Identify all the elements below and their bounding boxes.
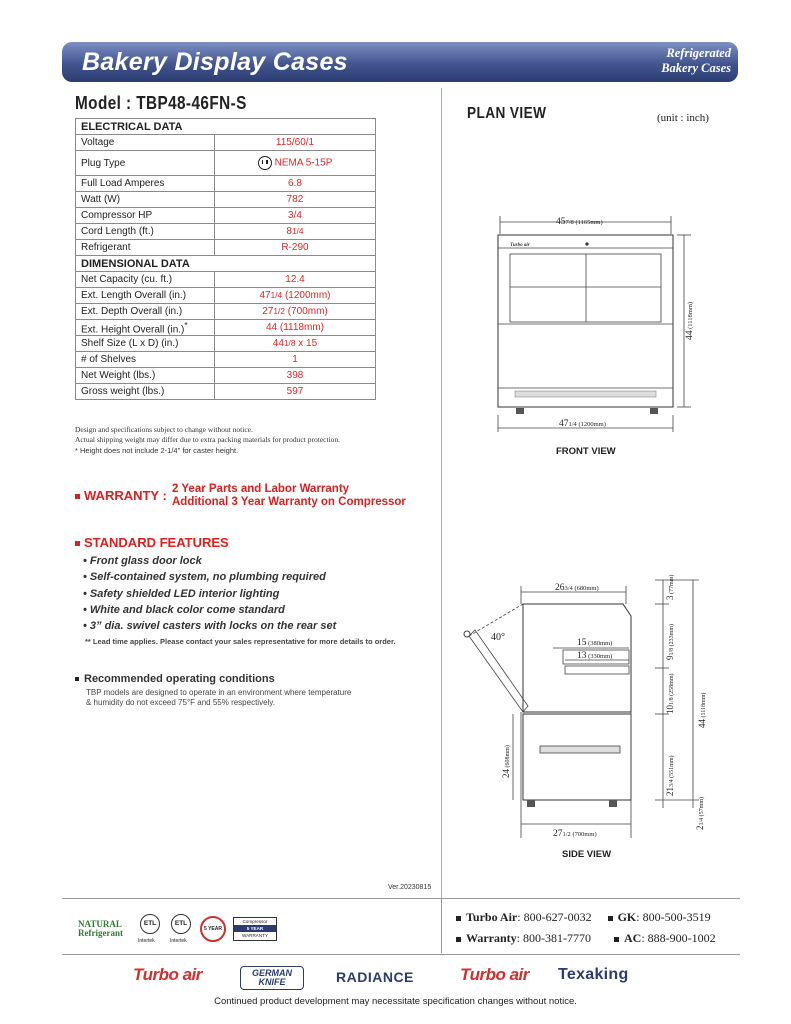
recommended-line1: TBP models are designed to operate in an environment where temperature: [86, 688, 352, 697]
side-r1-dim: 3 (77mm): [665, 574, 675, 600]
recommended-text: [86, 688, 351, 708]
list-item: • Front glass door lock: [83, 555, 202, 567]
table-row: [76, 176, 376, 192]
etl-sanitation-icon: ETL: [171, 914, 191, 934]
value-main: 44: [272, 338, 284, 350]
door-angle: 40°: [491, 632, 505, 643]
contact-phone: : 800-381-7770: [516, 931, 591, 945]
row-label: Plug Type: [76, 151, 215, 176]
natural-line2: Refrigerant: [78, 928, 123, 938]
row-label: [76, 320, 215, 336]
plan-view-title: PLAN VIEW: [467, 105, 547, 122]
intertek-label: Intertek: [170, 938, 187, 944]
table-row: [76, 240, 376, 256]
row-value: 1: [215, 352, 376, 368]
badge-line3: WARRANTY: [241, 933, 269, 938]
shelf-light: [565, 666, 629, 674]
recommended-line2: & humidity do not exceed 75°F and 55% respectively.: [86, 698, 275, 707]
row-value: R-290: [215, 240, 376, 256]
recommended-heading: [75, 673, 275, 685]
radiance-logo: RADIANCE: [336, 969, 414, 985]
row-value: 115/60/1: [215, 135, 376, 151]
note-height: * Height does not include 2-1/4" for caster height.: [75, 446, 239, 455]
value-main: 27: [262, 306, 274, 317]
side-vent: [540, 746, 620, 753]
row-label: Full Load Amperes: [76, 176, 215, 192]
table-row: [76, 368, 376, 384]
side-r4-dim: 213/4 (551mm): [665, 755, 675, 796]
row-label: Ext. Length Overall (in.): [76, 288, 215, 304]
table-row: [76, 320, 376, 336]
row-label: Compressor HP: [76, 208, 215, 224]
front-bottom-dim: 471/4 (1200mm): [559, 419, 606, 429]
row-label: Net Capacity (cu. ft.): [76, 272, 215, 288]
row-value: 12.4: [215, 272, 376, 288]
row-label: Ext. Depth Overall (in.): [76, 304, 215, 320]
header-subtitle-line2: Bakery Cases: [661, 61, 731, 75]
contact-row: [456, 907, 716, 928]
footer-divider: [441, 898, 442, 953]
list-item: • White and black color come standard: [83, 603, 285, 616]
row-value: 44 (1118mm): [215, 320, 376, 336]
front-height-dim: 44 (1118mm): [685, 301, 695, 340]
row-label: Net Weight (lbs.): [76, 368, 215, 384]
badge-line1: Compressor: [242, 919, 268, 924]
note-shipping: Actual shipping weight may differ due to extra packing materials for product protection.: [75, 435, 340, 444]
warranty-heading: [75, 488, 167, 503]
value-fraction: 1/2: [273, 306, 285, 316]
bullet-square: [614, 937, 619, 942]
unit-label: (unit : inch): [657, 112, 709, 124]
version-label: Ver.20230815: [388, 884, 432, 891]
value-main: 8: [286, 226, 292, 237]
front-badge: Turbo air: [510, 243, 530, 248]
bullet-square: [456, 916, 461, 921]
contact-phone: : 800-500-3519: [636, 910, 711, 924]
recommended-title: Recommended operating conditions: [84, 673, 275, 685]
warranty-line2: Additional 3 Year Warranty on Compressor: [172, 496, 406, 508]
side-left-dim: 24 (608mm): [501, 745, 511, 778]
contact-phone: : 800-627-0032: [517, 910, 592, 924]
section-header: [76, 256, 376, 272]
list-item: • 3” dia. swivel casters with locks on the rear set: [83, 620, 337, 633]
bullet-square: [75, 541, 80, 546]
contact-name: Turbo Air: [466, 910, 518, 924]
spec-table: [75, 118, 376, 400]
side-view-drawing: [455, 568, 725, 848]
row-label: Gross weight (lbs.): [76, 384, 215, 400]
table-row: [76, 288, 376, 304]
etl-cert-icon: ETL: [140, 914, 160, 934]
year-warranty-badge: 5 YEAR: [200, 916, 226, 942]
bullet-square: [75, 677, 79, 681]
row-label: Watt (W): [76, 192, 215, 208]
row-value: 6.8: [215, 176, 376, 192]
label-text: Ext. Height Overall (in.): [81, 324, 185, 336]
side-r5-dim: 21/4 (57mm): [695, 796, 705, 830]
row-value: [215, 288, 376, 304]
page-title: Bakery Display Cases: [82, 48, 348, 76]
caster-icon: [516, 408, 524, 414]
table-row: [76, 272, 376, 288]
section-electrical: ELECTRICAL DATA: [76, 119, 376, 135]
row-value: 597: [215, 384, 376, 400]
turbo-air-logo: Turbo air: [133, 965, 202, 984]
value-fraction: 1/4: [291, 226, 304, 236]
cabinet-outline: [498, 235, 673, 407]
list-item: • Safety shielded LED interior lighting: [83, 587, 280, 600]
door-handle-icon: [464, 631, 470, 637]
bullet-square: [456, 937, 461, 942]
contact-phone: : 888-900-1002: [641, 931, 716, 945]
table-row: [76, 208, 376, 224]
features-list: [83, 553, 336, 634]
turbo-air-logo-2: Turbo air: [460, 965, 529, 984]
warranty-text: [172, 483, 406, 509]
side-inner-dim: 13 (330mm): [577, 651, 613, 661]
row-label: Shelf Size (L x D) (in.): [76, 336, 215, 352]
row-value: 398: [215, 368, 376, 384]
features-heading: [75, 535, 229, 550]
row-value: [215, 151, 376, 176]
lock-icon: [585, 242, 588, 245]
contact-row: [456, 928, 716, 949]
compressor-warranty-badge: [233, 917, 277, 941]
list-item: • Self-contained system, no plumbing required: [83, 571, 326, 584]
features-title: STANDARD FEATURES: [84, 535, 229, 550]
table-row: [76, 192, 376, 208]
row-label: Refrigerant: [76, 240, 215, 256]
side-top-dim: 263/4 (680mm): [555, 583, 599, 593]
value-fraction: 1/8: [283, 338, 296, 349]
table-row: [76, 151, 376, 176]
plug-type-value: NEMA 5-15P: [274, 157, 333, 169]
table-row: [76, 352, 376, 368]
section-header: [76, 119, 376, 135]
side-r2-dim: 91/8 (233mm): [665, 623, 675, 660]
bullet-square: [608, 916, 613, 921]
side-bottom-dim: 271/2 (700mm): [553, 829, 597, 839]
badge-line2: 5 YEAR: [234, 925, 276, 932]
front-view-caption: FRONT VIEW: [556, 446, 616, 457]
model-title: Model : TBP48-46FN-S: [75, 93, 247, 113]
natural-line1: NATURAL: [78, 919, 122, 929]
table-row: [76, 135, 376, 151]
warranty-label: WARRANTY :: [84, 488, 167, 503]
warranty-line1: 2 Year Parts and Labor Warranty: [172, 483, 350, 495]
side-view-caption: SIDE VIEW: [562, 849, 612, 860]
caster-icon: [609, 800, 617, 807]
natural-refrigerant-logo: [78, 920, 123, 938]
column-divider: [441, 88, 442, 898]
front-view-drawing: [470, 210, 730, 445]
label-asterisk: *: [184, 320, 188, 330]
value-main: 47: [259, 290, 271, 301]
bullet-square: [75, 494, 80, 499]
side-overall-dim: 44 (1118mm): [697, 692, 707, 728]
table-row: [76, 336, 376, 352]
row-value: 782: [215, 192, 376, 208]
row-value: 3/4: [215, 208, 376, 224]
plug-icon: [258, 156, 272, 170]
table-row: [76, 384, 376, 400]
table-row: [76, 224, 376, 240]
row-value: [215, 336, 376, 352]
front-top-dim: 457/8 (1165mm): [556, 217, 603, 227]
value-fraction: 1/4: [270, 290, 283, 300]
row-value: [215, 304, 376, 320]
contact-name: Warranty: [466, 931, 517, 945]
base-cabinet: [523, 714, 631, 800]
row-value: [215, 224, 376, 240]
row-label: Voltage: [76, 135, 215, 151]
intertek-label: Intertek: [138, 938, 155, 944]
lead-time-note: ** Lead time applies. Please contact your sales representative for more details to order.: [85, 637, 396, 646]
caster-icon: [650, 408, 658, 414]
row-label: Cord Length (ft.): [76, 224, 215, 240]
value-rest: (1200mm): [282, 290, 331, 301]
side-shelf-dim: 15 (380mm): [577, 638, 613, 648]
side-r3-dim: 101/8 (258mm): [665, 673, 675, 714]
glass-window: [510, 254, 661, 322]
value-rest: (700mm): [284, 306, 328, 317]
table-row: [76, 304, 376, 320]
texaking-logo: Texaking: [558, 966, 629, 983]
disclaimer-text: Continued product development may necessitate specification changes without notice.: [214, 996, 577, 1007]
german-knife-logo: GERMAN KNIFE: [240, 966, 304, 990]
header-subtitle: [661, 46, 731, 76]
caster-icon: [527, 800, 535, 807]
vent-grille: [515, 391, 656, 397]
section-dimensional: DIMENSIONAL DATA: [76, 256, 376, 272]
contact-name: AC: [624, 931, 642, 945]
contact-name: GK: [617, 910, 637, 924]
value-rest: x 15: [295, 338, 318, 350]
header-subtitle-line1: Refrigerated: [666, 46, 731, 60]
contact-list: [456, 907, 716, 949]
row-label: # of Shelves: [76, 352, 215, 368]
note-design: Design and specifications subject to change without notice.: [75, 425, 253, 434]
